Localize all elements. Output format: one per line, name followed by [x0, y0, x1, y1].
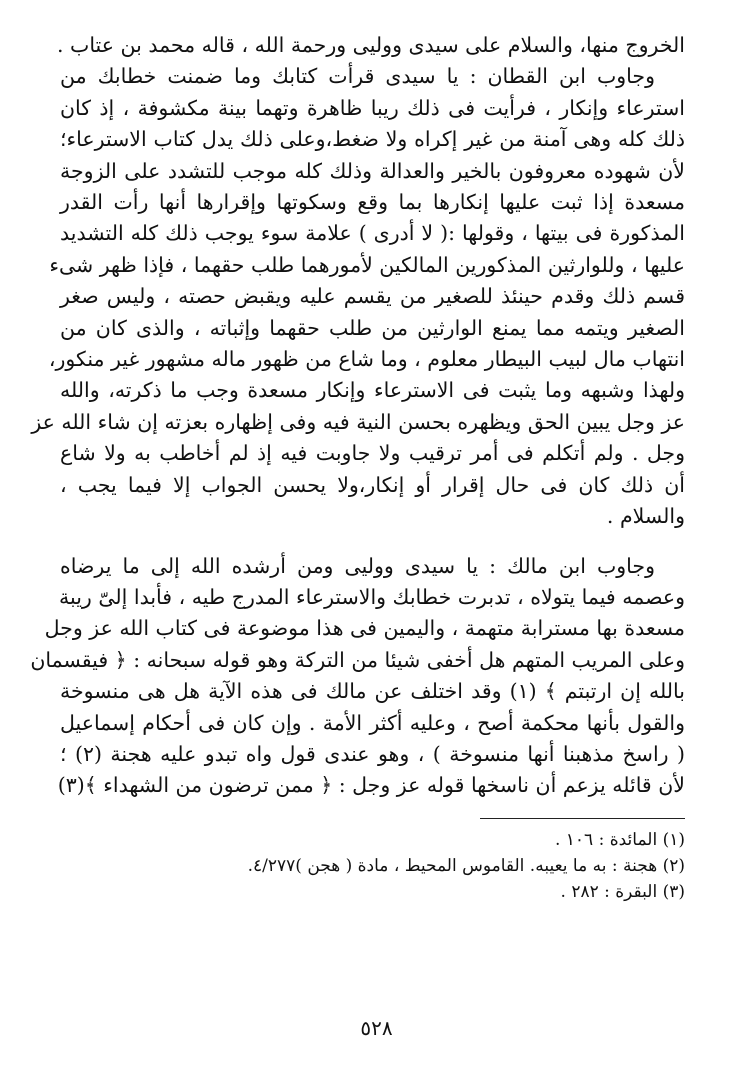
footnote-2: (٢) هجنة : به ما يعيبه. القاموس المحيط ، مادة ( هجن )٤/٢٧٧. [247, 855, 685, 876]
text-line: عز وجل يبين الحق ويظهره بحسن النية فيه وفى إظهاره بعزته إن شاء الله عز [31, 409, 685, 434]
text-line: ذلك كله وهى آمنة من غير إكراه ولا ضغط،وعلى ذلك يدل كتاب الاسترعاء؛ [60, 127, 685, 152]
text-line: لأن شهوده معروفون بالخير والعدالة وذلك كله موجب للتشدد على الزوجة [60, 158, 685, 183]
text-line: ولهذا وشبهه وما يثبت فى الاسترعاء وإنكار مسعدة وجب ما ذكرته، والله [60, 378, 685, 403]
footnote-3: (٣) البقرة : ٢٨٢ . [560, 881, 685, 902]
text-line: وجاوب ابن القطان : يا سيدى قرأت كتابك وما ضمنت خطابك من [60, 64, 655, 89]
paragraph-3 [30, 551, 685, 802]
text-line: أن ذلك كان فى حال إقرار أو إنكار،ولا يحسن الجواب إلا فيما يجب ، [60, 472, 685, 497]
paragraph-2 [31, 61, 685, 532]
page-number: ٥٢٨ [360, 1016, 393, 1040]
text-line: قسم ذلك وقدم حينئذ للصغير من يقسم عليه ويقبض حصته ، وليس صغر [60, 284, 685, 309]
text-line: الخروج منها، والسلام على سيدى ووليى ورحمة الله ، قاله محمد بن عتاب . [56, 33, 685, 57]
paragraph-1 [56, 30, 685, 61]
footnote-divider [480, 818, 685, 819]
text-line: استرعاء وإنكار ، فرأيت فى ذلك ريبا ظاهرة وتهما بينة مكشوفة ، إذ كان [60, 95, 685, 120]
text-line: وجل . ولم أتكلم فى أمر ترقيب ولا جاوبت فيه إذ لم أخاطب به ولا شاع [60, 441, 685, 466]
text-line: انتهاب مال لبيب البيطار معلوم ، وما شاع من ظهور ماله مشهور غير منكور، [48, 347, 685, 372]
text-line: لأن قائله يزعم أن ناسخها قوله عز وجل : ﴿ ممن ترضون من الشهداء ﴾(٣) [57, 773, 685, 798]
text-line: والسلام . [606, 504, 685, 529]
text-line: مسعدة بها مسترابة متهمة ، واليمين فى هذا موضوعة فى كتاب الله عز وجل [44, 616, 685, 641]
footnotes [60, 827, 685, 905]
text-line: وعلى المريب المتهم هل أخفى شيئا من التركة وهو قوله سبحانه : ﴿ فيقسمان [30, 647, 685, 672]
main-text [30, 30, 685, 802]
text-line: ( راسخ مذهبنا أنها منسوخة ) ، وهو عندى قول واه تبدو عليه هجنة (٢) ؛ [60, 741, 685, 766]
paragraph-gap [60, 533, 685, 551]
text-line: وجاوب ابن مالك : يا سيدى ووليى ومن أرشده الله إلى ما يرضاه [60, 553, 655, 578]
text-line: عليها ، وللوارثين المذكورين المالكين لأمورهما طلب حقهما ، فإذا ظهر شىء [49, 252, 685, 277]
text-line: مسعدة إذا ثبت عليها إنكارها بما وقع وسكوتها وإقرارها أنها رأت القدر [60, 190, 685, 215]
text-line: بالله إن ارتبتم ﴾ (١) وقد اختلف عن مالك فى هذه الآية هل هى منسوخة [60, 679, 685, 704]
text-line: وعصمه فيما يتولاه ، تدبرت خطابك والاسترعاء المدرج طيه ، فأبدا إلىّ ريبة [59, 584, 685, 609]
text-line: المذكورة فى بيتها ، وقولها :( لا أدرى ) علامة سوء يوجب ذلك كله التشديد [60, 221, 685, 246]
footnote-1: (١) المائدة : ١٠٦ . [554, 829, 685, 850]
text-line: الصغير ويتمه مما يمنع الوارثين من طلب حقهما وإثباته ، والذى كان من [60, 315, 685, 340]
text-line: والقول بأنها محكمة أصح ، وعليه أكثر الأمة . وإن كان فى أحكام إسماعيل [60, 710, 685, 735]
